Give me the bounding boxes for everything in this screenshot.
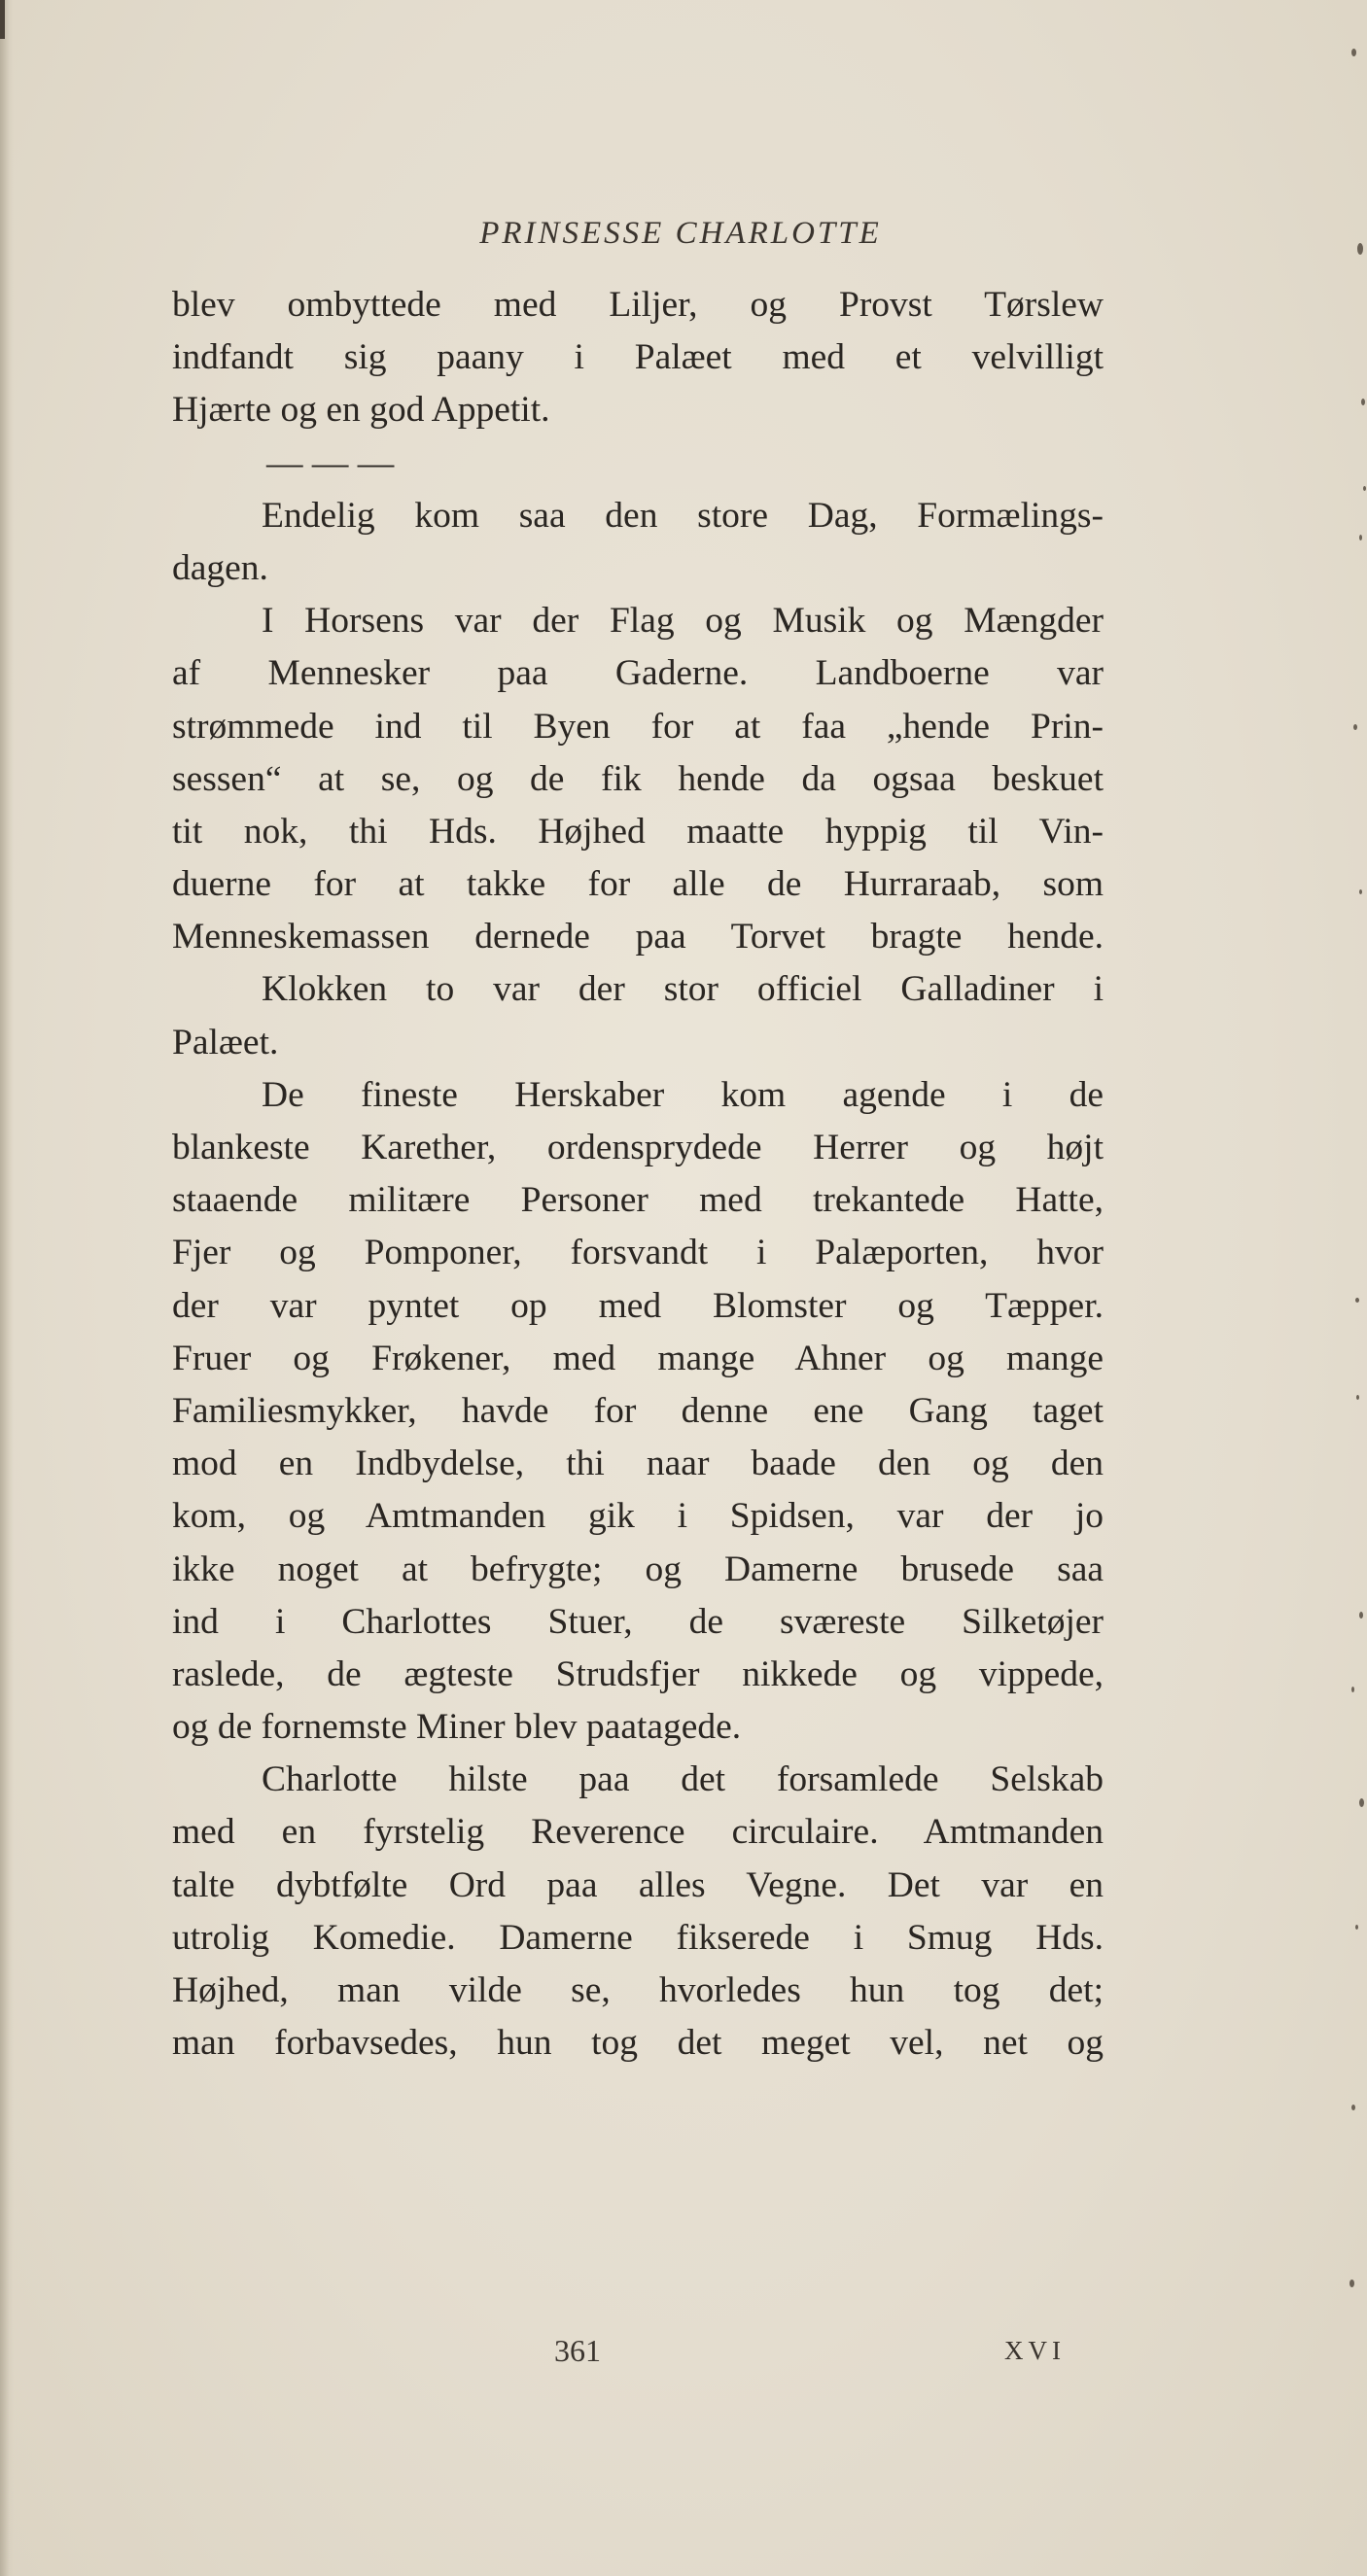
text-line: De fineste Herskaber kom agende i de <box>262 1074 1104 1115</box>
text-line: Fjer og Pomponer, forsvandt i Palæporten, hvor <box>172 1233 1104 1273</box>
text-line: Endelig kom saa den store Dag, Formælings- <box>262 495 1104 536</box>
text-line: Familiesmykker, havde for denne ene Gang taget <box>172 1390 1104 1431</box>
speck <box>1355 1298 1359 1303</box>
text-line: kom, og Amtmanden gik i Spidsen, var der jo <box>172 1496 1104 1537</box>
speck <box>1349 2280 1354 2287</box>
text-line: staaende militære Personer med trekantede Hatte, <box>172 1180 1104 1221</box>
page-number: 361 <box>554 2333 601 2368</box>
text-line: med en fyrstelig Reverence circulaire. Amtmanden <box>172 1812 1104 1853</box>
speck <box>1355 1925 1358 1930</box>
text-line: Palæet. <box>172 1022 279 1062</box>
speck <box>1359 1798 1364 1807</box>
speck <box>1351 2105 1355 2110</box>
text-line: der var pyntet op med Blomster og Tæpper. <box>172 1285 1104 1326</box>
text-line: Hjærte og en god Appetit. <box>172 390 550 431</box>
text-line: Menneskemassen dernede paa Torvet bragte hende. <box>172 917 1104 957</box>
text-line: indfandt sig paany i Palæet med et velvilligt <box>172 337 1104 378</box>
text-line: blev ombyttede med Liljer, og Provst Tørslew <box>172 285 1104 325</box>
text-line: Klokken to var der stor officiel Galladiner i <box>262 969 1104 1010</box>
running-head: PRINSESSE CHARLOTTE <box>479 216 882 251</box>
text-line: blankeste Karether, ordensprydede Herrer og højt <box>172 1128 1104 1167</box>
text-line: utrolig Komedie. Damerne fikserede i Smug Hds. <box>172 1917 1104 1958</box>
text-line: Charlotte hilste paa det forsamlede Selskab <box>262 1759 1104 1800</box>
signature-mark: XVI <box>1004 2336 1066 2365</box>
text-line: af Mennesker paa Gaderne. Landboerne var <box>172 653 1104 694</box>
text-line: man forbavsedes, hun tog det meget vel, net og <box>172 2023 1104 2064</box>
page-gutter-edge <box>0 0 14 2576</box>
text-line: mod en Indbydelse, thi naar baade den og den <box>172 1444 1104 1484</box>
speck <box>1359 535 1362 540</box>
section-break: — — — <box>266 442 395 483</box>
speck <box>1363 486 1366 491</box>
text-line: ikke noget at befrygte; og Damerne brusede saa <box>172 1549 1104 1589</box>
text-line: tit nok, thi Hds. Højhed maatte hyppig til Vin- <box>172 811 1104 852</box>
text-line: dagen. <box>172 547 268 588</box>
speck <box>1351 49 1356 56</box>
text-line: talte dybtfølte Ord paa alles Vegne. Det var en <box>172 1864 1104 1905</box>
speck <box>1359 889 1362 894</box>
text-line: Højhed, man vilde se, hvorledes hun tog det; <box>172 1970 1104 2010</box>
text-line: I Horsens var der Flag og Musik og Mængder <box>262 601 1104 642</box>
speck <box>1356 1395 1359 1400</box>
text-line: duerne for at takke for alle de Hurraraab, som <box>172 864 1104 905</box>
speck <box>1361 399 1365 405</box>
text-line: sessen“ at se, og de fik hende da ogsaa beskuet <box>172 758 1104 799</box>
text-line: og de fornemste Miner blev paatagede. <box>172 1707 742 1748</box>
speck <box>1357 243 1363 255</box>
text-line: Fruer og Frøkener, med mange Ahner og mange <box>172 1338 1104 1378</box>
text-line: raslede, de ægteste Strudsfjer nikkede og vippede, <box>172 1654 1104 1694</box>
text-line: strømmede ind til Byen for at faa „hende Prin- <box>172 706 1104 747</box>
speck <box>1359 1612 1363 1619</box>
speck <box>1353 724 1357 730</box>
text-line: ind i Charlottes Stuer, de sværeste Silketøjer <box>172 1601 1104 1642</box>
binding-mark <box>0 0 5 39</box>
speck <box>1351 1687 1354 1692</box>
body-text <box>172 279 1104 2070</box>
